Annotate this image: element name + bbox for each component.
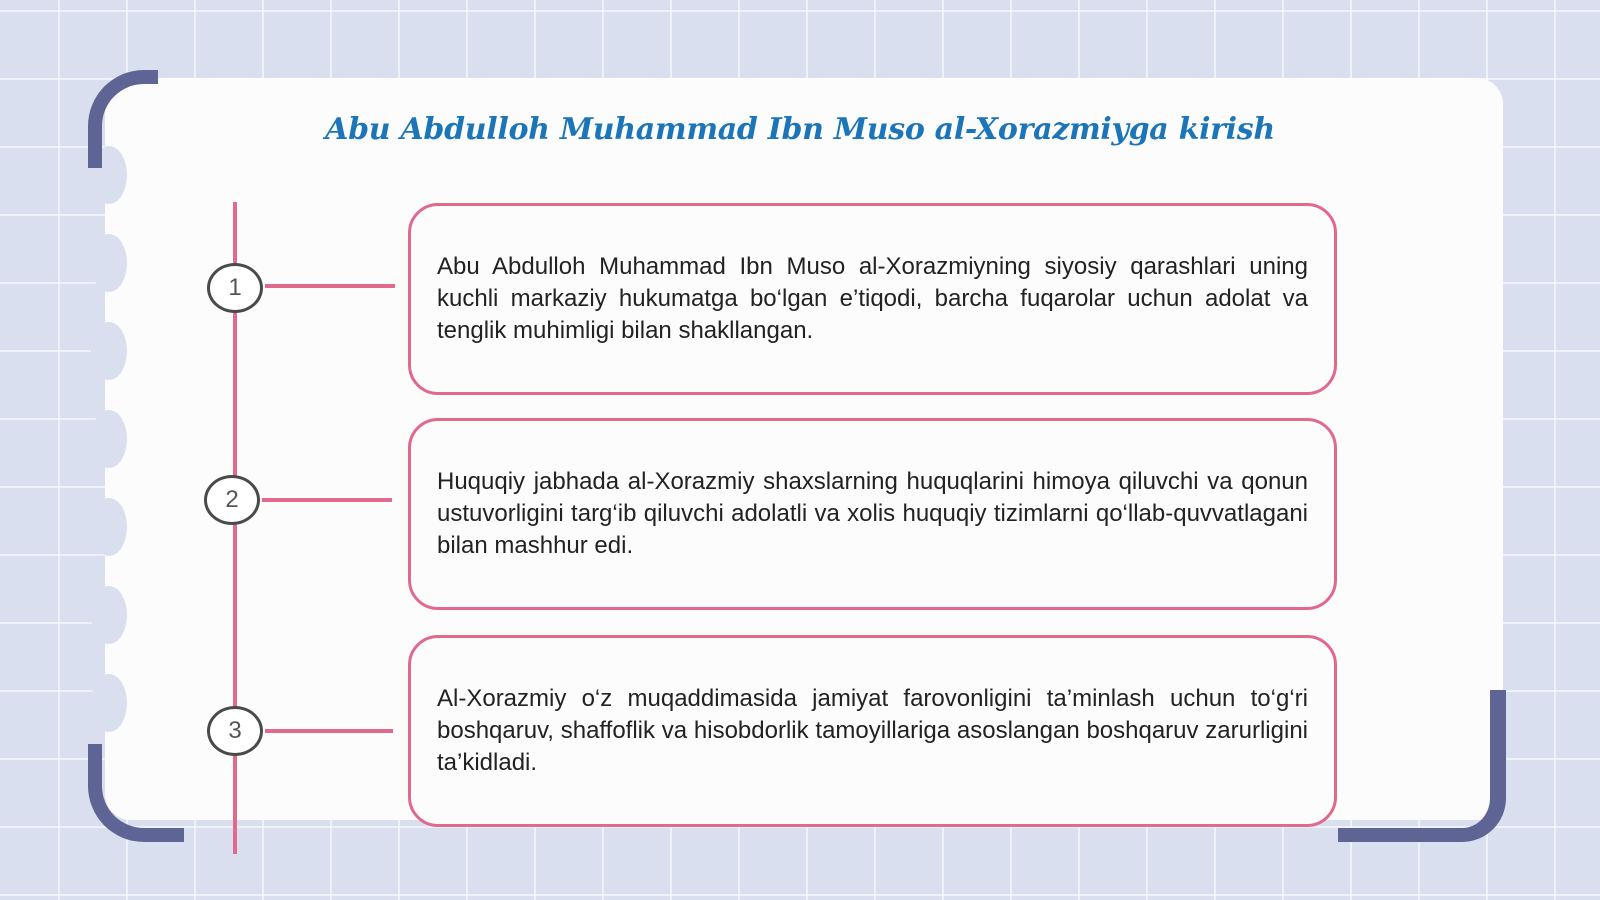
card-edge-notch <box>91 498 127 556</box>
step-number-1: 1 <box>207 263 263 313</box>
corner-bracket-top-left <box>88 70 158 168</box>
step-number-2: 2 <box>204 475 260 525</box>
timeline-box-2 <box>408 418 1337 610</box>
card-edge-notch <box>91 410 127 468</box>
timeline-box-text: Abu Abdulloh Muhammad Ibn Muso al-Xorazmiyning siyosiy qarashlari uning kuchli markaziy hukumatga bo‘lgan e’tiqodi, barcha fuqarolar uchun adolat va tenglik muhimligi bilan shakllangan. <box>437 253 1308 344</box>
timeline-box-text: Al-Xorazmiy o‘z muqaddimasida jamiyat farovonligini ta’minlash uchun to‘g‘ri boshqaruv, shaffoflik va hisobdorlik tamoyillariga asoslangan boshqaruv zarurligini ta’kidladi. <box>437 685 1308 776</box>
card-edge-notch <box>91 586 127 644</box>
timeline-connector <box>265 284 395 288</box>
corner-bracket-bottom-left <box>88 744 184 842</box>
card-edge-notch <box>91 234 127 292</box>
timeline-box-1 <box>408 203 1337 395</box>
timeline-box-3 <box>408 635 1337 827</box>
timeline-connector <box>265 729 393 733</box>
timeline-box-text: Huquqiy jabhada al-Xorazmiy shaxslarning huquqlarini himoya qiluvchi va qonun ustuvorligini targ‘ib qiluvchi adolatli va xolis huquqiy tizimlarni qo‘llab-quvvatlagani bilan mashhur edi. <box>437 468 1308 559</box>
card-edge-notch <box>91 322 127 380</box>
step-number-3: 3 <box>207 706 263 756</box>
timeline-connector <box>262 498 392 502</box>
slide-title: Abu Abdulloh Muhammad Ibn Muso al-Xorazmiyga kirish <box>325 112 1275 147</box>
card-edge-notch <box>91 674 127 732</box>
corner-bracket-bottom-right <box>1338 690 1506 842</box>
